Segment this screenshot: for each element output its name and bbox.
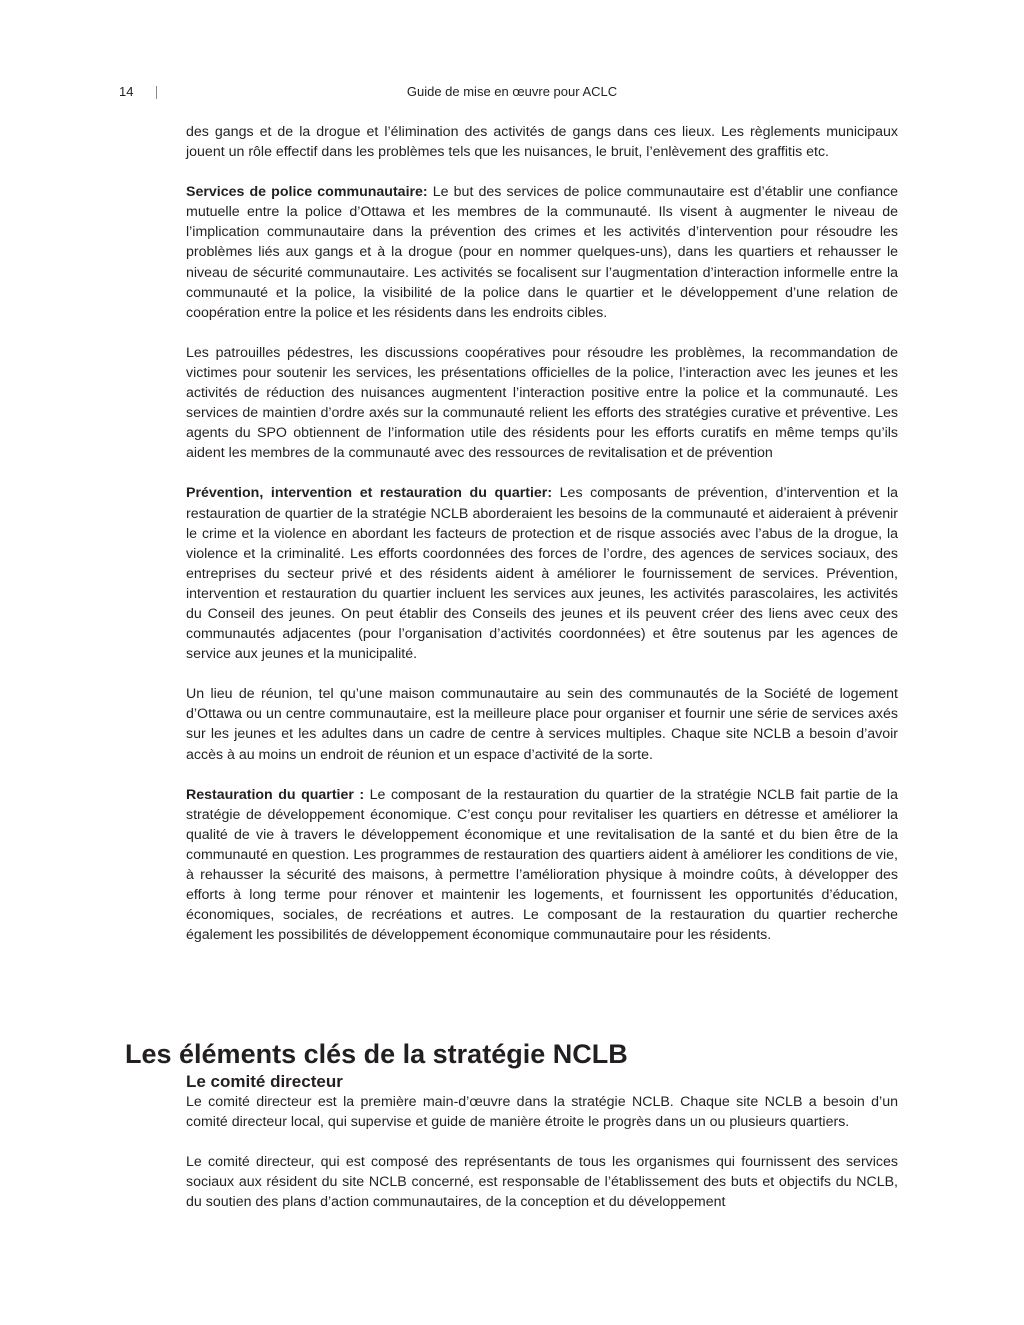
running-title: Guide de mise en œuvre pour ACLC <box>406 84 618 99</box>
section-content <box>186 1072 898 1232</box>
page-header <box>0 84 1024 104</box>
section-title: Les éléments clés de la stratégie NCLB <box>125 1039 628 1069</box>
paragraph-community-policing <box>186 182 898 323</box>
paragraph-text: Les composants de prévention, d’intervention et la restauration de quartier de la stratégie NCLB aborderaient les besoins de la communauté et aideraient à prévenir le crime et la violence en abordant les facteurs de protection et de risque associés avec l’abus de la drogue, la violence et la criminalité. Les efforts coordonnées des forces de l’ordre, des agences de services sociaux, des entreprises du secteur privé et des résidents aident à améliorer le fournissement de services. Prévention, intervention et restauration du quartier incluent les services aux jeunes, les activités parascolaires, les activités du Conseil des jeunes. On peut établir des Conseils des jeunes et ils peuvent créer des liens avec ceux des communautés adjacentes (pour l’organisation d’activités coordonnées) et être soutenus par les agences de service aux jeunes et la municipalité. <box>186 485 898 663</box>
paragraph-label: Prévention, intervention et restauration du quartier: <box>186 485 553 502</box>
main-content <box>186 122 898 965</box>
paragraph-neighbourhood-restoration <box>186 785 898 946</box>
paragraph-foot-patrols: Les patrouilles pédestres, les discussions coopératives pour résoudre les problèmes, la recommandation de victimes pour soutenir les services, les présentations officielles de la police, l’interaction avec les jeunes et les activités de réduction des nuisances augmentent l’interaction positive entre la police et la communauté. Les services de maintien d’ordre axés sur la communauté relient les efforts des stratégies curative et préventive. Les agents du SPO obtiennent de l’information utile des résidents pour les efforts curatifs en même temps qu’ils aident les membres de la communauté avec des ressources de revitalisation et de prévention <box>186 344 898 462</box>
page-number: 14 <box>119 84 134 99</box>
paragraph-prevention-intervention <box>186 483 898 664</box>
paragraph-label: Restauration du quartier : <box>186 786 365 803</box>
paragraph-label: Services de police communautaire: <box>186 184 428 201</box>
paragraph-steering-committee-composition: Le comité directeur, qui est composé des représentants de tous les organismes qui fournissent des services sociaux aux résident du site NCLB concerné, est responsable de l’établissement des buts et objectifs du NCLB, du soutien des plans d’action communautaires, de la conception et du développement <box>186 1154 898 1211</box>
paragraph-steering-committee-role: Le comité directeur est la première main-d’œuvre dans la stratégie NCLB. Chaque site NCLB a besoin d’un comité directeur local, qui supervise et guide de manière étroite le progrès dans un ou plusieurs quartiers. <box>186 1094 898 1131</box>
paragraph-text: Le composant de la restauration du quartier de la stratégie NCLB fait partie de la stratégie de développement économique. C’est conçu pour revitaliser les quartiers en détresse et améliorer la qualité de vie à travers le développement économique et une revitalisation de la santé et du bien être de la communauté en question. Les programmes de restauration des quartiers aident à améliorer les conditions de vie, à rehausser la sécurité des maisons, à permettre l’amélioration physique à moindre coûts, à développer des efforts à long terme pour rénover et maintenir les logements, et fournissent les opportunités d’éducation, économiques, sociales, de recréations et autres. Le composant de la restauration du quartier recherche également les possibilités de développement économique communautaire pour les résidents. <box>186 786 898 944</box>
subheading-steering-committee: Le comité directeur <box>186 1072 343 1091</box>
paragraph-text: Le but des services de police communautaire est d’établir une confiance mutuelle entre la police d’Ottawa et les membres de la communauté. Ils visent à augmenter le niveau de l’implication communautaire dans la prévention des crimes et les activités d’intervention pour résoudre les problèmes liés aux gangs et à la drogue (pour en nommer quelques-uns), dans les quartiers et rehausser le niveau de sécurité communautaire. Les activités se focalisent sur l’augmentation d’interaction informelle entre la communauté et la police, la visibilité de la police dans le quartier et le développement d’une relation de coopération entre la police et les résidents dans les endroits cibles. <box>186 184 898 321</box>
paragraph-gangs-drugs: des gangs et de la drogue et l’élimination des activités de gangs dans ces lieux. Les règlements municipaux jouent un rôle effectif dans les problèmes tels que les nuisances, le bruit, l’enlèvement des graffitis etc. <box>186 124 898 161</box>
paragraph-meeting-place: Un lieu de réunion, tel qu’une maison communautaire au sein des communautés de la Société de logement d’Ottawa ou un centre communautaire, est la meilleure place pour organiser et fournir une série de services axés sur les jeunes et les adultes dans un cadre de centre à services multiples. Chaque site NCLB a besoin d’avoir accès à au moins un endroit de réunion et un espace d’activité de la sorte. <box>186 686 898 763</box>
